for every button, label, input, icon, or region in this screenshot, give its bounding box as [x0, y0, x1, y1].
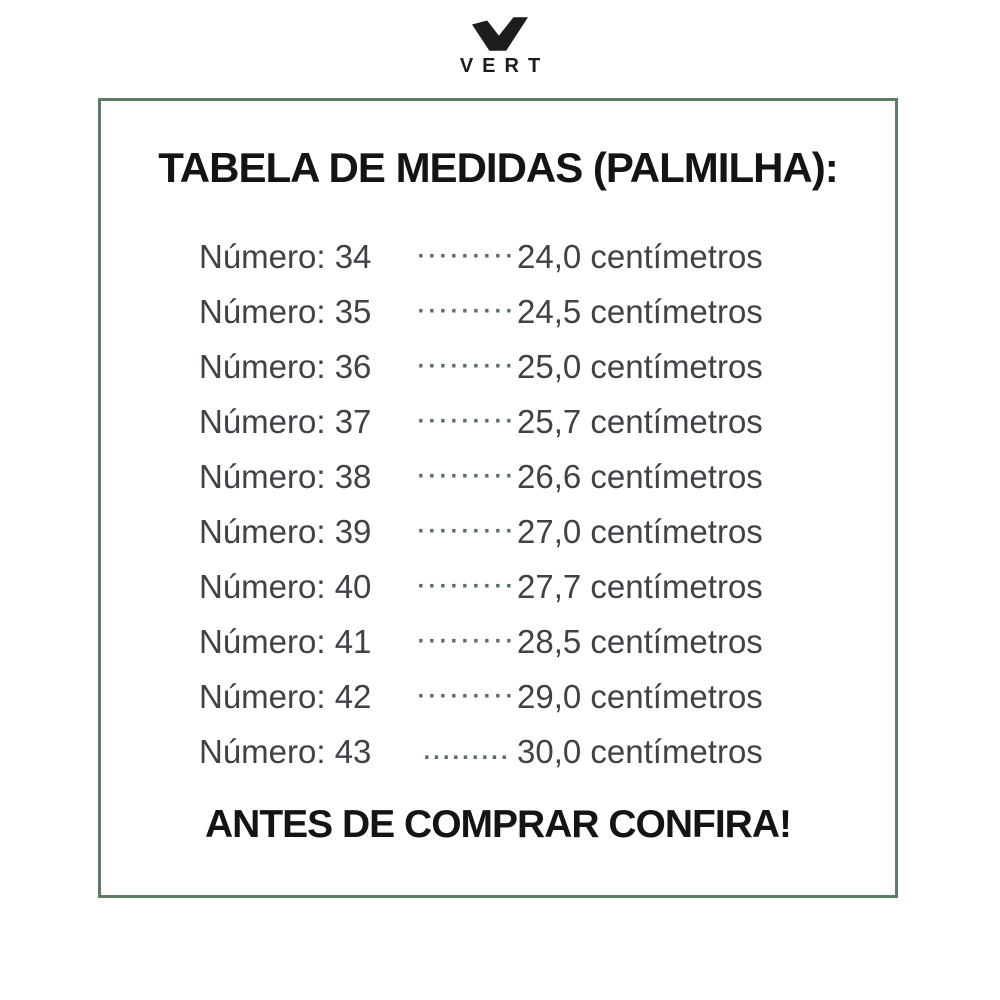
table-row [199, 614, 895, 669]
size-table [199, 229, 895, 779]
row-label: Número: 39 [199, 512, 372, 550]
row-value: 29,0 centímetros [517, 677, 763, 715]
table-row [199, 339, 895, 394]
row-value: 27,0 centímetros [517, 512, 763, 550]
leader-dots: ········· [417, 574, 517, 599]
row-value: 25,7 centímetros [517, 402, 763, 440]
row-label: Número: 34 [199, 237, 372, 275]
footer-warning: ANTES DE COMPRAR CONFIRA! [205, 803, 791, 846]
leader-dots: ········· [417, 299, 517, 324]
row-label: Número: 42 [199, 677, 372, 715]
leader-dots: ········· [417, 519, 517, 544]
row-value: 24,5 centímetros [517, 292, 763, 330]
table-row [199, 284, 895, 339]
vert-logo [0, 16, 1000, 76]
table-row [199, 229, 895, 284]
row-label: Número: 37 [199, 402, 372, 440]
leader-dots: ········· [417, 354, 517, 379]
page-title: TABELA DE MEDIDAS (PALMILHA): [158, 144, 838, 191]
table-row [199, 449, 895, 504]
row-label: Número: 40 [199, 567, 372, 605]
table-row [199, 669, 895, 724]
row-value: 30,0 centímetros [517, 732, 763, 770]
row-label: Número: 36 [199, 347, 372, 385]
table-row [199, 724, 895, 779]
row-label: Número: 35 [199, 292, 372, 330]
row-value: 27,7 centímetros [517, 567, 763, 605]
leader-dots: ········· [417, 684, 517, 709]
row-value: 24,0 centímetros [517, 237, 763, 275]
vert-v-logo-icon [472, 16, 528, 52]
row-label: Número: 43 [199, 732, 372, 770]
logo-wordmark: VERT [459, 55, 550, 77]
row-value: 28,5 centímetros [517, 622, 763, 660]
table-row [199, 504, 895, 559]
table-row [199, 394, 895, 449]
leader-dots: ········· [417, 464, 517, 489]
row-label: Número: 41 [199, 622, 372, 660]
leader-dots: ········· [417, 629, 517, 654]
leader-dots: ......... [423, 739, 511, 764]
leader-dots: ········· [417, 244, 517, 269]
row-value: 25,0 centímetros [517, 347, 763, 385]
table-row [199, 559, 895, 614]
leader-dots: ········· [417, 409, 517, 434]
row-label: Número: 38 [199, 457, 372, 495]
row-value: 26,6 centímetros [517, 457, 763, 495]
size-chart-panel [98, 98, 898, 898]
